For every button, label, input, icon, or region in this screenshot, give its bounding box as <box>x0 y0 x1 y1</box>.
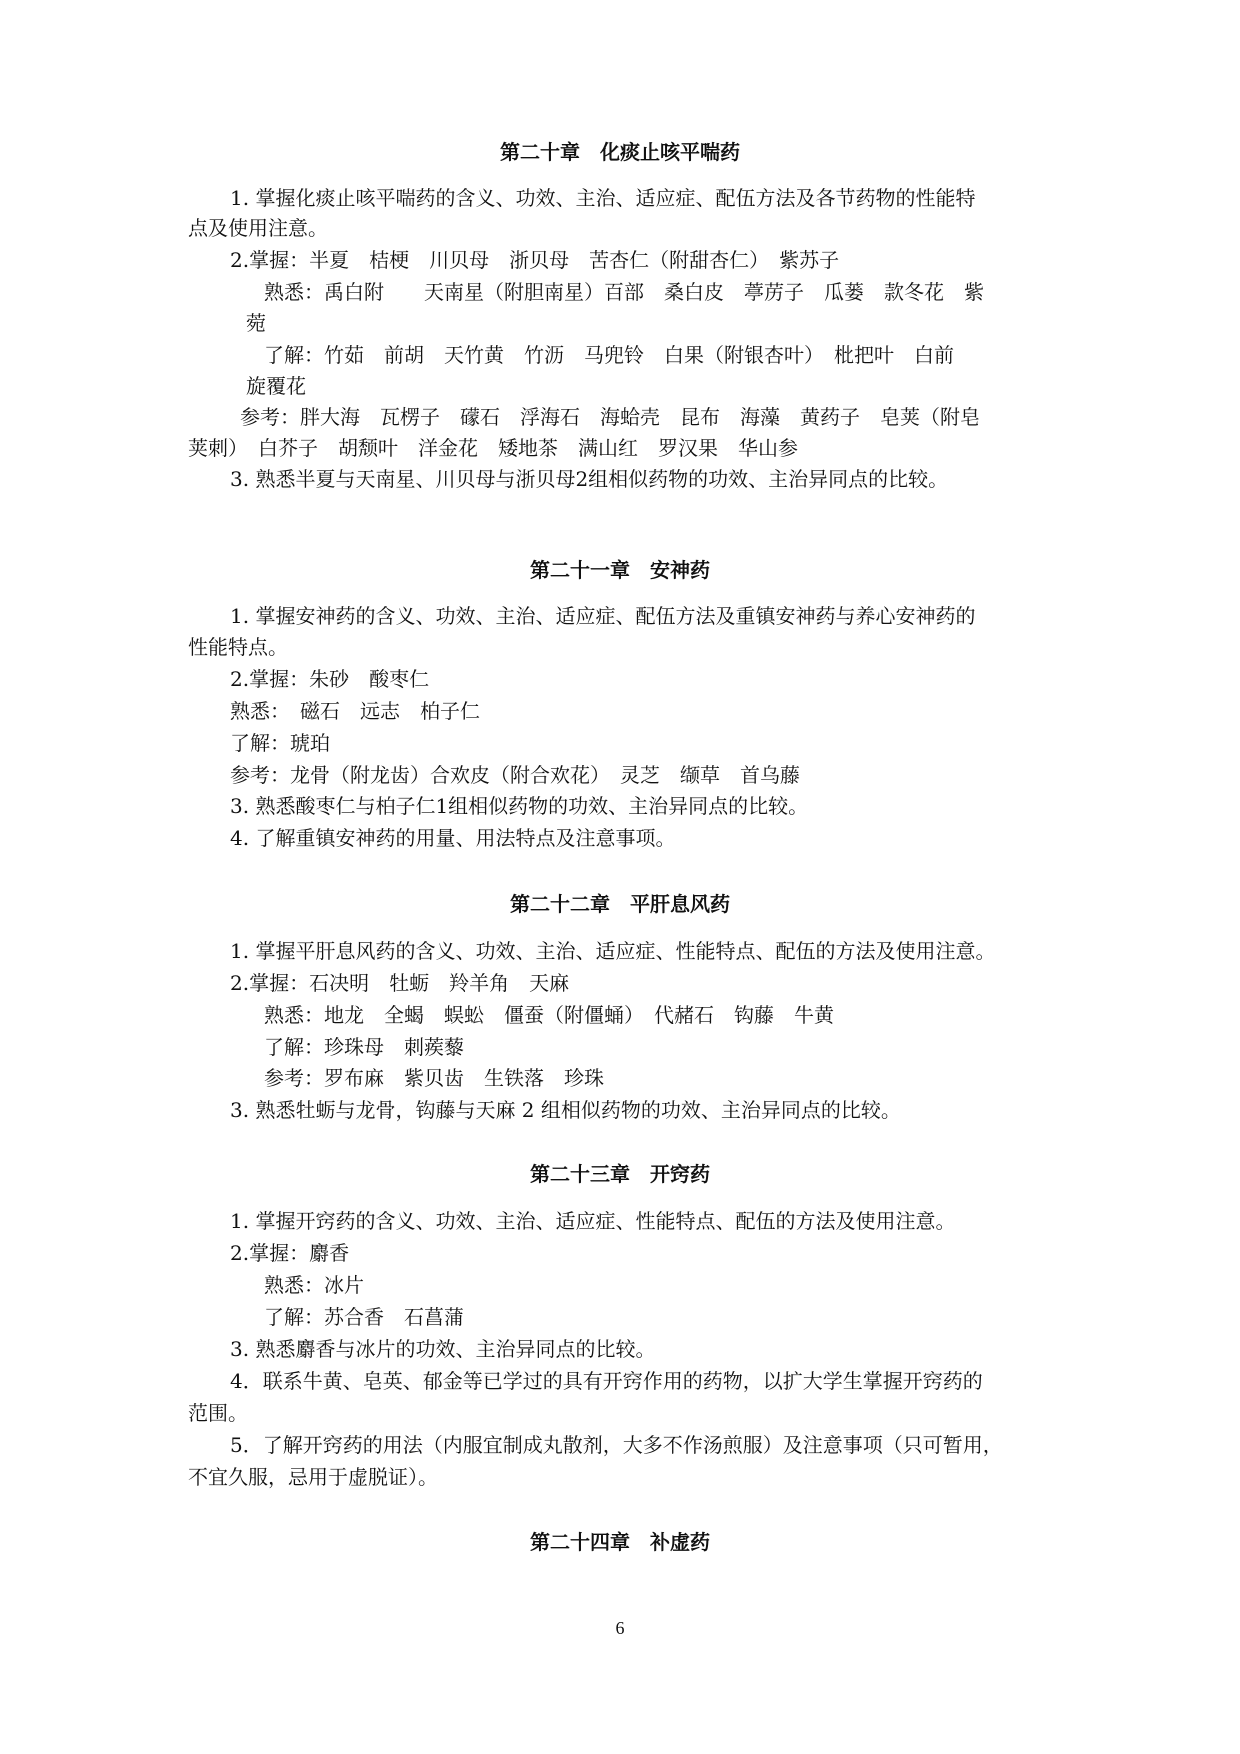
ch21-item-4: 4. 了解重镇安神药的用量、用法特点及注意事项。 <box>230 826 676 850</box>
ch21-item-2: 2.掌握：朱砂 酸枣仁 <box>230 667 430 691</box>
ch21-reference: 参考：龙骨（附龙齿）合欢皮（附合欢花） 灵芝 缬草 首乌藤 <box>230 763 800 787</box>
ch23-familiar: 熟悉：冰片 <box>264 1273 364 1297</box>
ch21-understand: 了解：琥珀 <box>230 731 330 755</box>
ch23-understand: 了解：苏合香 石菖蒲 <box>264 1305 464 1329</box>
ch20-familiar: 熟悉：禹白附 天南星（附胆南星）百部 桑白皮 葶苈子 瓜蒌 款冬花 紫 <box>264 280 984 304</box>
ch21-item-3: 3. 熟悉酸枣仁与柏子仁1组相似药物的功效、主治异同点的比较。 <box>230 794 809 818</box>
ch20-reference: 参考：胖大海 瓦楞子 礞石 浮海石 海蛤壳 昆布 海藻 黄药子 皂荚（附皂 <box>240 405 980 429</box>
ch22-item-1: 1. 掌握平肝息风药的含义、功效、主治、适应症、性能特点、配伍的方法及使用注意。 <box>230 939 996 963</box>
chapter-24-title: 第二十四章 补虚药 <box>530 1530 710 1554</box>
ch21-item-1-cont: 性能特点。 <box>188 635 288 659</box>
ch22-reference: 参考：罗布麻 紫贝齿 生铁落 珍珠 <box>264 1066 604 1090</box>
ch20-item-2: 2.掌握：半夏 桔梗 川贝母 浙贝母 苦杏仁（附甜杏仁） 紫苏子 <box>230 248 840 272</box>
ch20-item-1: 1. 掌握化痰止咳平喘药的含义、功效、主治、适应症、配伍方法及各节药物的性能特 <box>230 186 976 210</box>
ch20-familiar-cont: 菀 <box>246 311 266 335</box>
ch22-item-3: 3. 熟悉牡蛎与龙骨，钩藤与天麻 2 组相似药物的功效、主治异同点的比较。 <box>230 1098 901 1122</box>
page-number: 6 <box>615 1618 625 1638</box>
ch22-familiar: 熟悉：地龙 全蝎 蜈蚣 僵蚕（附僵蛹） 代赭石 钩藤 牛黄 <box>264 1003 834 1027</box>
ch23-item-5: 5．了解开窍药的用法（内服宜制成丸散剂，大多不作汤煎服）及注意事项（只可暂用， <box>230 1433 1003 1457</box>
chapter-20-title: 第二十章 化痰止咳平喘药 <box>500 140 740 164</box>
ch23-item-3: 3. 熟悉麝香与冰片的功效、主治异同点的比较。 <box>230 1337 656 1361</box>
ch21-familiar: 熟悉： 磁石 远志 柏子仁 <box>230 699 480 723</box>
ch20-item-3: 3. 熟悉半夏与天南星、川贝母与浙贝母2组相似药物的功效、主治异同点的比较。 <box>230 467 949 491</box>
ch20-item-1-cont: 点及使用注意。 <box>188 216 328 240</box>
ch23-item-5-cont: 不宜久服，忌用于虚脱证）。 <box>188 1465 438 1489</box>
ch23-item-1: 1. 掌握开窍药的含义、功效、主治、适应症、性能特点、配伍的方法及使用注意。 <box>230 1209 956 1233</box>
ch20-reference-cont: 荚刺） 白芥子 胡颓叶 洋金花 矮地茶 满山红 罗汉果 华山参 <box>188 436 798 460</box>
ch20-understand-cont: 旋覆花 <box>246 374 306 398</box>
ch21-item-1: 1. 掌握安神药的含义、功效、主治、适应症、配伍方法及重镇安神药与养心安神药的 <box>230 604 976 628</box>
chapter-23-title: 第二十三章 开窍药 <box>530 1162 710 1186</box>
ch23-item-2: 2.掌握：麝香 <box>230 1241 350 1265</box>
chapter-21-title: 第二十一章 安神药 <box>530 558 710 582</box>
ch23-item-4: 4．联系牛黄、皂英、郁金等已学过的具有开窍作用的药物，以扩大学生掌握开窍药的 <box>230 1369 983 1393</box>
ch20-understand: 了解：竹茹 前胡 天竹黄 竹沥 马兜铃 白果（附银杏叶） 枇把叶 白前 <box>264 343 954 367</box>
ch22-understand: 了解：珍珠母 刺蒺藜 <box>264 1035 464 1059</box>
ch22-item-2: 2.掌握：石决明 牡蛎 羚羊角 天麻 <box>230 971 570 995</box>
ch23-item-4-cont: 范围。 <box>188 1401 248 1425</box>
chapter-22-title: 第二十二章 平肝息风药 <box>510 892 730 916</box>
